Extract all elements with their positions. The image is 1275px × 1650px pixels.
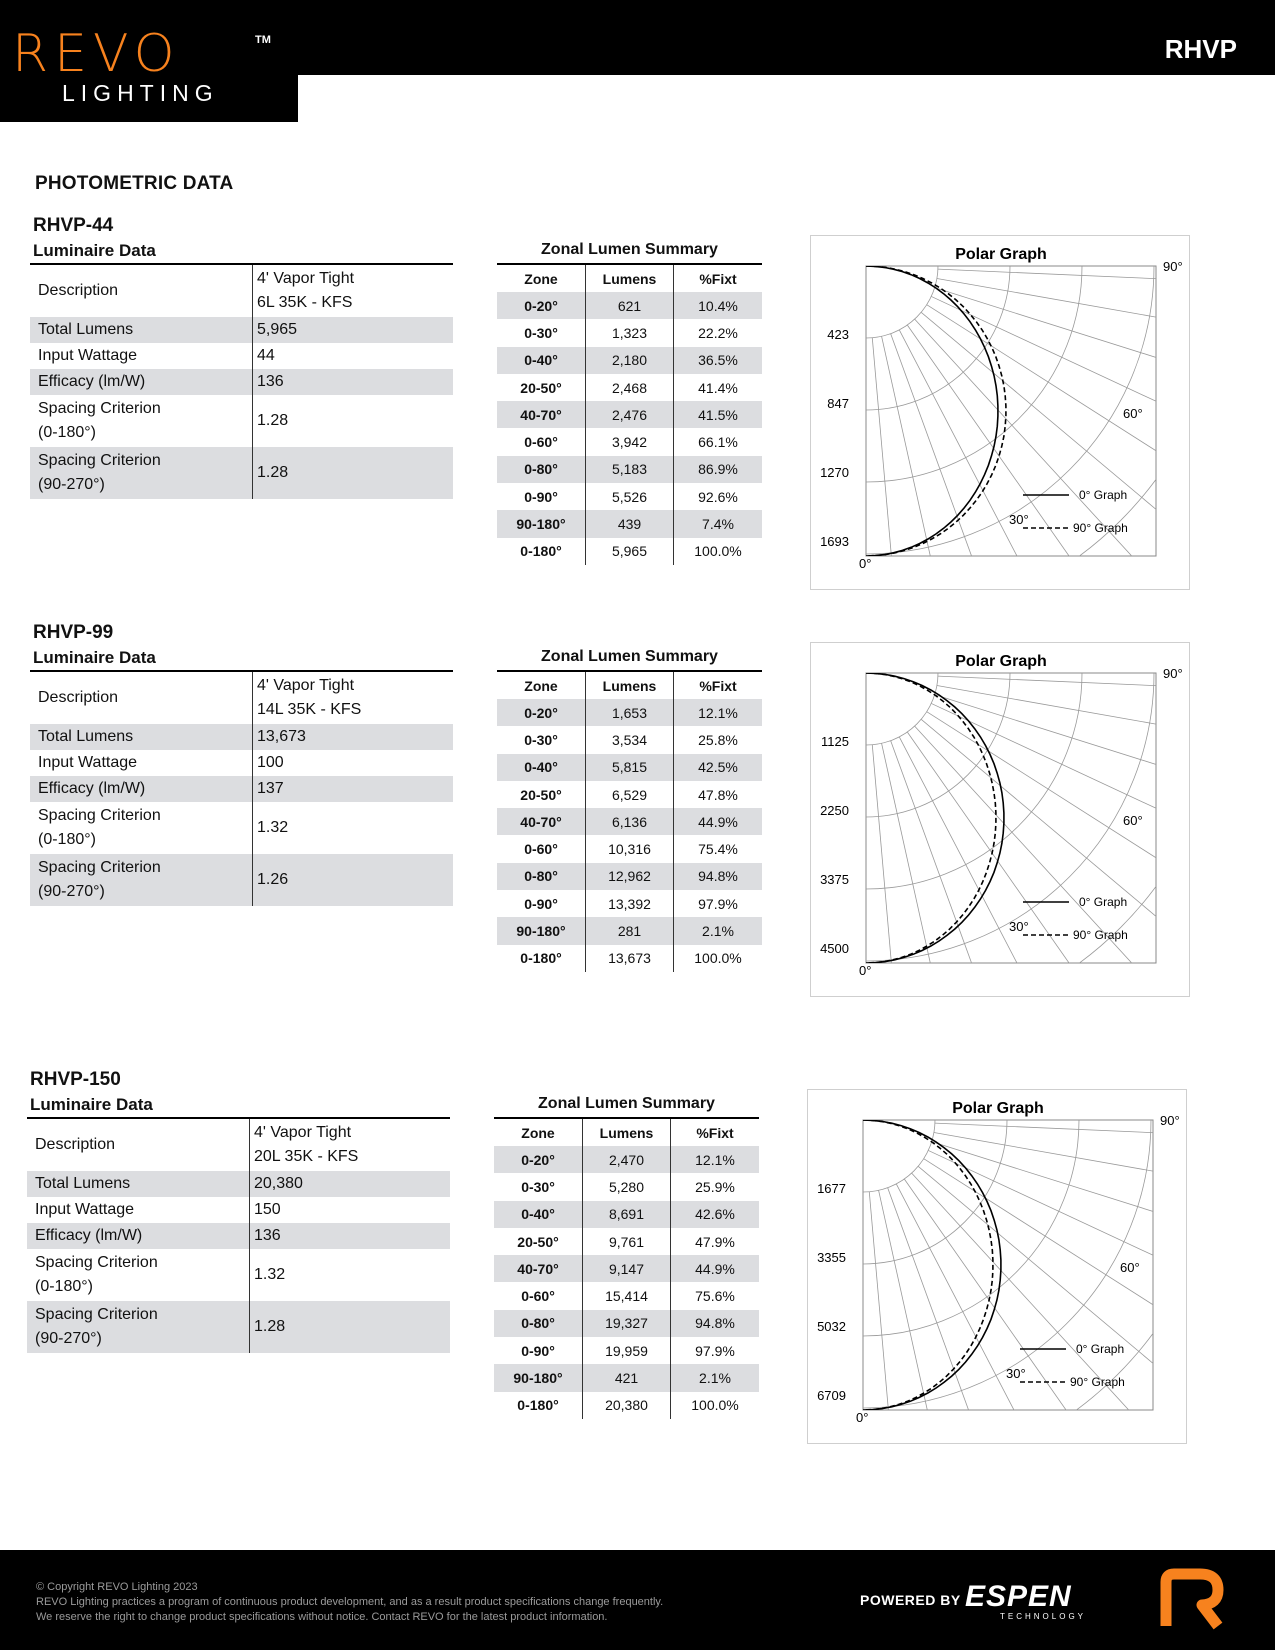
curve-90-graph xyxy=(866,673,996,963)
zonal-fixt: 42.6% xyxy=(670,1201,759,1228)
legend-label-0: 0° Graph xyxy=(1076,1342,1125,1356)
angle-label-60: 60° xyxy=(1123,406,1143,421)
zonal-zone: 40-70° xyxy=(520,406,562,423)
luminaire-label: Total Lumens xyxy=(38,728,134,745)
luminaire-row xyxy=(30,317,453,343)
zonal-fixt: 41.4% xyxy=(673,374,762,401)
zonal-row xyxy=(494,1392,759,1419)
zonal-row xyxy=(497,292,762,319)
zonal-lumens: 5,965 xyxy=(585,538,673,565)
zonal-zone: 0-30° xyxy=(524,324,558,341)
zonal-fixt: 42.5% xyxy=(673,754,762,781)
zonal-row xyxy=(497,319,762,346)
footer xyxy=(0,1550,1275,1650)
zonal-lumens: 12,962 xyxy=(585,863,673,890)
legend-label-0: 0° Graph xyxy=(1079,488,1128,502)
zonal-fixt: 47.9% xyxy=(670,1228,759,1255)
zonal-fixt: 44.9% xyxy=(673,808,762,835)
zonal-fixt: 47.8% xyxy=(673,781,762,808)
polar-spoke xyxy=(915,319,1191,591)
zonal-fixt: 86.9% xyxy=(673,456,762,483)
brand-logo xyxy=(0,0,298,122)
angle-label-30: 30° xyxy=(1006,1366,1026,1381)
angle-label-90: 90° xyxy=(1163,666,1183,681)
zonal-lumens: 10,316 xyxy=(585,835,673,862)
luminaire-value: 150 xyxy=(249,1197,450,1223)
logo-revo-text: REVO xyxy=(12,24,181,84)
zonal-table xyxy=(497,263,762,565)
zonal-zone: 0-30° xyxy=(524,731,558,748)
polar-ring xyxy=(811,643,938,745)
zonal-row xyxy=(497,781,762,808)
zonal-fixt: 25.9% xyxy=(670,1173,759,1200)
luminaire-row xyxy=(30,854,453,906)
section-title: PHOTOMETRIC DATA xyxy=(35,173,234,194)
polar-ring xyxy=(808,1090,1079,1336)
luminaire-row xyxy=(30,343,453,369)
zonal-summary-title: Zonal Lumen Summary xyxy=(541,648,718,665)
zonal-row xyxy=(494,1337,759,1364)
zonal-lumens: 9,761 xyxy=(582,1228,670,1255)
zonal-header-row xyxy=(497,672,762,699)
angle-label-30: 30° xyxy=(1009,512,1029,527)
zonal-fixt: 2.1% xyxy=(670,1364,759,1391)
zonal-row xyxy=(497,890,762,917)
zonal-fixt: 75.4% xyxy=(673,835,762,862)
polar-spoke xyxy=(935,695,1191,824)
zonal-row xyxy=(494,1282,759,1309)
zonal-zone: 20-50° xyxy=(520,379,562,396)
zonal-lumens: 5,280 xyxy=(582,1173,670,1200)
zonal-fixt: 12.1% xyxy=(670,1146,759,1173)
zonal-zone: 0-60° xyxy=(521,1288,555,1305)
footer-line-2: REVO Lighting practices a program of continuous product development, and as a result product specifications change frequently. xyxy=(36,1596,664,1608)
zonal-lumens: 621 xyxy=(585,292,673,319)
zonal-fixt: 97.9% xyxy=(673,890,762,917)
espen-sub-text: TECHNOLOGY xyxy=(1000,1612,1087,1621)
zonal-lumens: 5,526 xyxy=(585,483,673,510)
luminaire-row xyxy=(27,1249,450,1301)
zonal-zone: 0-30° xyxy=(521,1178,555,1195)
zonal-lumens: 5,183 xyxy=(585,456,673,483)
zonal-col-zone: Zone xyxy=(524,677,558,694)
zonal-zone: 40-70° xyxy=(517,1260,559,1277)
zonal-zone: 90-180° xyxy=(516,516,566,533)
radial-tick-label: 4500 xyxy=(820,941,849,956)
polar-graph xyxy=(810,642,1190,997)
luminaire-data-title: Luminaire Data xyxy=(30,1095,153,1114)
radial-tick-label: 1677 xyxy=(817,1181,846,1196)
zonal-row xyxy=(494,1255,759,1282)
luminaire-label: Spacing Criterion (0-180°) xyxy=(38,400,161,441)
zonal-row xyxy=(497,917,762,944)
luminaire-table xyxy=(27,1117,450,1353)
logo-tm: TM xyxy=(255,34,271,46)
zonal-header-row xyxy=(494,1119,759,1146)
polar-graph-svg xyxy=(811,643,1191,998)
luminaire-value: 136 xyxy=(252,369,453,395)
espen-logo: ESPEN xyxy=(965,1580,1072,1613)
zonal-lumens: 1,323 xyxy=(585,319,673,346)
zonal-fixt: 7.4% xyxy=(673,510,762,537)
zonal-row xyxy=(494,1146,759,1173)
luminaire-row xyxy=(27,1119,450,1171)
luminaire-label: Description xyxy=(35,1136,116,1153)
luminaire-row xyxy=(30,724,453,750)
polar-graph-title: Polar Graph xyxy=(955,246,1047,263)
zonal-zone: 0-60° xyxy=(524,841,558,858)
zonal-row xyxy=(494,1201,759,1228)
zonal-row xyxy=(497,863,762,890)
luminaire-row xyxy=(27,1197,450,1223)
angle-label-0: 0° xyxy=(856,1410,869,1425)
zonal-row xyxy=(497,483,762,510)
zonal-fixt: 12.1% xyxy=(673,699,762,726)
zonal-zone: 0-90° xyxy=(521,1342,555,1359)
radial-tick-label: 1693 xyxy=(820,534,849,549)
polar-spoke xyxy=(907,325,1152,591)
zonal-lumens: 3,534 xyxy=(585,726,673,753)
zonal-lumens: 2,476 xyxy=(585,401,673,428)
polar-spoke xyxy=(915,726,1191,998)
legend-label-90: 90° Graph xyxy=(1073,928,1128,942)
zonal-lumens: 6,529 xyxy=(585,781,673,808)
polar-spoke xyxy=(935,288,1191,417)
zonal-lumens: 3,942 xyxy=(585,428,673,455)
luminaire-row xyxy=(27,1301,450,1353)
polar-graph xyxy=(807,1089,1187,1444)
polar-spoke xyxy=(924,1159,1188,1389)
luminaire-label: Spacing Criterion (0-180°) xyxy=(38,807,161,848)
zonal-zone: 90-180° xyxy=(513,1370,563,1387)
zonal-fixt: 44.9% xyxy=(670,1255,759,1282)
luminaire-label: Spacing Criterion (90-270°) xyxy=(38,859,161,900)
luminaire-label: Spacing Criterion (0-180°) xyxy=(35,1254,158,1295)
zonal-row xyxy=(497,401,762,428)
zonal-row xyxy=(497,456,762,483)
luminaire-value: 1.32 xyxy=(249,1249,450,1301)
polar-ring xyxy=(811,236,938,338)
zonal-row xyxy=(497,510,762,537)
zonal-lumens: 2,470 xyxy=(582,1146,670,1173)
polar-spoke xyxy=(927,305,1191,535)
zonal-row xyxy=(497,538,762,565)
radial-tick-label: 3355 xyxy=(817,1250,846,1265)
zonal-fixt: 94.8% xyxy=(673,863,762,890)
zonal-zone: 40-70° xyxy=(520,813,562,830)
zonal-summary-title: Zonal Lumen Summary xyxy=(541,241,718,258)
zonal-zone: 0-40° xyxy=(524,352,558,369)
luminaire-value: 1.28 xyxy=(249,1301,450,1353)
zonal-zone: 0-80° xyxy=(521,1315,555,1332)
luminaire-value: 100 xyxy=(252,750,453,776)
zonal-row xyxy=(494,1310,759,1337)
zonal-lumens: 15,414 xyxy=(582,1282,670,1309)
luminaire-data-title: Luminaire Data xyxy=(33,241,156,260)
luminaire-value: 1.26 xyxy=(252,854,453,906)
polar-ring xyxy=(811,236,1154,554)
footer-line-3: We reserve the right to change product specifications without notice. Contact REVO for the latest product information. xyxy=(36,1611,608,1623)
radial-tick-label: 1270 xyxy=(820,465,849,480)
zonal-row xyxy=(494,1228,759,1255)
zonal-col-zone: Zone xyxy=(524,270,558,287)
luminaire-value: 4' Vapor Tight 20L 35K - KFS xyxy=(249,1119,450,1171)
zonal-col-fixt: %Fixt xyxy=(673,672,762,699)
angle-label-60: 60° xyxy=(1120,1260,1140,1275)
zonal-lumens: 1,653 xyxy=(585,699,673,726)
zonal-row xyxy=(497,945,762,972)
zonal-fixt: 100.0% xyxy=(673,945,762,972)
legend-label-90: 90° Graph xyxy=(1070,1375,1125,1389)
radial-tick-label: 423 xyxy=(827,327,849,342)
doc-code: RHVP xyxy=(1164,34,1237,64)
zonal-fixt: 22.2% xyxy=(673,319,762,346)
luminaire-value: 13,673 xyxy=(252,724,453,750)
product-block xyxy=(0,215,1275,615)
zonal-lumens: 5,815 xyxy=(585,754,673,781)
polar-graph xyxy=(810,235,1190,590)
luminaire-data-title: Luminaire Data xyxy=(33,648,156,667)
luminaire-label: Efficacy (lm/W) xyxy=(35,1227,143,1244)
radial-tick-label: 3375 xyxy=(820,872,849,887)
zonal-lumens: 13,392 xyxy=(585,890,673,917)
luminaire-row xyxy=(30,447,453,499)
zonal-zone: 0-90° xyxy=(524,895,558,912)
zonal-lumens: 8,691 xyxy=(582,1201,670,1228)
zonal-fixt: 100.0% xyxy=(673,538,762,565)
revo-r-logo-icon xyxy=(1160,1568,1224,1630)
polar-spoke xyxy=(907,732,1152,998)
zonal-fixt: 94.8% xyxy=(670,1310,759,1337)
luminaire-row xyxy=(27,1223,450,1249)
zonal-zone: 0-20° xyxy=(524,704,558,721)
luminaire-table xyxy=(30,263,453,499)
zonal-lumens: 19,959 xyxy=(582,1337,670,1364)
luminaire-row xyxy=(30,369,453,395)
product-name: RHVP-99 xyxy=(33,622,114,643)
zonal-col-lumens: Lumens xyxy=(585,265,673,292)
zonal-zone: 0-180° xyxy=(520,950,562,967)
luminaire-label: Total Lumens xyxy=(35,1175,131,1192)
curve-90-graph xyxy=(866,266,1006,556)
luminaire-label: Spacing Criterion (90-270°) xyxy=(35,1306,158,1347)
logo-lighting-text: LIGHTING xyxy=(62,80,219,106)
polar-graph-svg xyxy=(808,1090,1188,1445)
angle-label-0: 0° xyxy=(859,556,872,571)
polar-spoke xyxy=(931,296,1191,477)
luminaire-label: Input Wattage xyxy=(38,347,138,364)
luminaire-value: 1.28 xyxy=(252,447,453,499)
zonal-fixt: 66.1% xyxy=(673,428,762,455)
luminaire-table xyxy=(30,670,453,906)
zonal-fixt: 36.5% xyxy=(673,347,762,374)
luminaire-label: Input Wattage xyxy=(38,754,138,771)
zonal-row xyxy=(497,699,762,726)
legend-label-0: 0° Graph xyxy=(1079,895,1128,909)
legend-label-90: 90° Graph xyxy=(1073,521,1128,535)
zonal-lumens: 20,380 xyxy=(582,1392,670,1419)
footer-legal xyxy=(36,1580,796,1625)
curve-0-graph xyxy=(866,266,998,556)
luminaire-label: Description xyxy=(38,689,119,706)
zonal-zone: 0-40° xyxy=(521,1206,555,1223)
zonal-zone: 20-50° xyxy=(517,1233,559,1250)
zonal-col-fixt: %Fixt xyxy=(670,1119,759,1146)
zonal-lumens: 2,468 xyxy=(585,374,673,401)
zonal-fixt: 41.5% xyxy=(673,401,762,428)
luminaire-value: 1.28 xyxy=(252,395,453,447)
polar-graph-svg xyxy=(811,236,1191,591)
luminaire-label: Total Lumens xyxy=(38,321,134,338)
radial-tick-label: 1125 xyxy=(821,734,849,749)
zonal-summary-title: Zonal Lumen Summary xyxy=(538,1095,715,1112)
zonal-header-row xyxy=(497,265,762,292)
luminaire-row xyxy=(30,265,453,317)
zonal-lumens: 9,147 xyxy=(582,1255,670,1282)
radial-tick-label: 6709 xyxy=(817,1388,846,1403)
footer-copyright: © Copyright REVO Lighting 2023 xyxy=(36,1581,198,1593)
zonal-table xyxy=(497,670,762,972)
angle-label-90: 90° xyxy=(1160,1113,1180,1128)
zonal-zone: 0-90° xyxy=(524,488,558,505)
polar-graph-title: Polar Graph xyxy=(955,653,1047,670)
polar-spoke xyxy=(904,1179,1149,1445)
polar-spoke xyxy=(912,1173,1188,1445)
luminaire-label: Efficacy (lm/W) xyxy=(38,373,146,390)
zonal-zone: 0-20° xyxy=(521,1151,555,1168)
zonal-fixt: 92.6% xyxy=(673,483,762,510)
zonal-col-lumens: Lumens xyxy=(585,672,673,699)
polar-spoke xyxy=(932,1142,1188,1271)
zonal-lumens: 6,136 xyxy=(585,808,673,835)
zonal-fixt: 25.8% xyxy=(673,726,762,753)
zonal-lumens: 13,673 xyxy=(585,945,673,972)
angle-label-90: 90° xyxy=(1163,259,1183,274)
zonal-row xyxy=(497,374,762,401)
zonal-lumens: 281 xyxy=(585,917,673,944)
luminaire-value: 1.32 xyxy=(252,802,453,854)
luminaire-row xyxy=(30,802,453,854)
zonal-row xyxy=(497,808,762,835)
product-name: RHVP-44 xyxy=(33,215,114,236)
zonal-zone: 0-180° xyxy=(520,543,562,560)
curve-90-graph xyxy=(863,1120,993,1410)
zonal-zone: 0-20° xyxy=(524,297,558,314)
angle-label-60: 60° xyxy=(1123,813,1143,828)
luminaire-label: Spacing Criterion (90-270°) xyxy=(38,452,161,493)
zonal-row xyxy=(497,428,762,455)
luminaire-label: Description xyxy=(38,282,119,299)
zonal-zone: 0-180° xyxy=(517,1397,559,1414)
luminaire-row xyxy=(30,672,453,724)
luminaire-value: 4' Vapor Tight 6L 35K - KFS xyxy=(252,265,453,317)
polar-ring xyxy=(811,236,1082,482)
polar-ring xyxy=(808,1090,1151,1408)
product-name: RHVP-150 xyxy=(30,1069,121,1090)
luminaire-label: Efficacy (lm/W) xyxy=(38,780,146,797)
zonal-fixt: 100.0% xyxy=(670,1392,759,1419)
zonal-row xyxy=(494,1173,759,1200)
angle-label-0: 0° xyxy=(859,963,872,978)
angle-label-30: 30° xyxy=(1009,919,1029,934)
zonal-fixt: 2.1% xyxy=(673,917,762,944)
product-block xyxy=(0,622,1275,1022)
luminaire-row xyxy=(30,776,453,802)
zonal-col-zone: Zone xyxy=(521,1124,555,1141)
polar-ring xyxy=(811,643,1082,889)
zonal-row xyxy=(497,726,762,753)
zonal-fixt: 10.4% xyxy=(673,292,762,319)
zonal-fixt: 75.6% xyxy=(670,1282,759,1309)
zonal-lumens: 19,327 xyxy=(582,1310,670,1337)
product-block xyxy=(0,1069,1272,1469)
zonal-lumens: 421 xyxy=(582,1364,670,1391)
zonal-row xyxy=(497,754,762,781)
luminaire-value: 20,380 xyxy=(249,1171,450,1197)
zonal-fixt: 97.9% xyxy=(670,1337,759,1364)
polar-spoke xyxy=(927,712,1191,942)
zonal-table xyxy=(494,1117,759,1419)
luminaire-row xyxy=(30,750,453,776)
luminaire-row xyxy=(30,395,453,447)
luminaire-value: 5,965 xyxy=(252,317,453,343)
luminaire-value: 4' Vapor Tight 14L 35K - KFS xyxy=(252,672,453,724)
luminaire-value: 44 xyxy=(252,343,453,369)
zonal-zone: 0-60° xyxy=(524,434,558,451)
zonal-col-fixt: %Fixt xyxy=(673,265,762,292)
zonal-row xyxy=(497,835,762,862)
polar-ring xyxy=(811,643,1154,961)
zonal-lumens: 2,180 xyxy=(585,347,673,374)
zonal-row xyxy=(494,1364,759,1391)
polar-ring xyxy=(808,1090,935,1192)
polar-graph-title: Polar Graph xyxy=(952,1100,1044,1117)
zonal-zone: 0-80° xyxy=(524,461,558,478)
luminaire-value: 136 xyxy=(249,1223,450,1249)
radial-tick-label: 5032 xyxy=(817,1319,846,1334)
zonal-zone: 20-50° xyxy=(520,786,562,803)
zonal-zone: 0-80° xyxy=(524,868,558,885)
luminaire-row xyxy=(27,1171,450,1197)
radial-tick-label: 2250 xyxy=(820,803,849,818)
powered-by-label: POWERED BY xyxy=(860,1592,961,1608)
radial-tick-label: 847 xyxy=(827,396,849,411)
zonal-lumens: 439 xyxy=(585,510,673,537)
luminaire-value: 137 xyxy=(252,776,453,802)
zonal-row xyxy=(497,347,762,374)
zonal-col-lumens: Lumens xyxy=(582,1119,670,1146)
zonal-zone: 0-40° xyxy=(524,759,558,776)
zonal-zone: 90-180° xyxy=(516,923,566,940)
luminaire-label: Input Wattage xyxy=(35,1201,135,1218)
